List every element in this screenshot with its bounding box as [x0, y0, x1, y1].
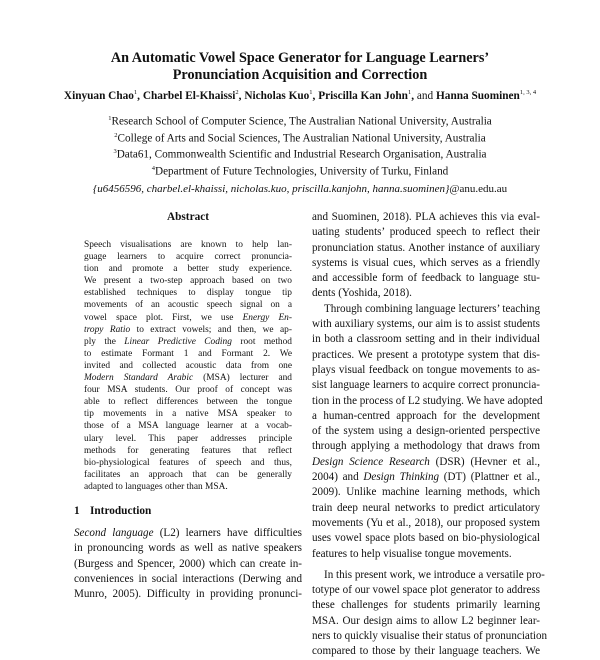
- body-line: with auxiliary systems, our aim is to assist students: [312, 318, 540, 331]
- affiliation: [0, 129, 600, 146]
- body-line: and accessible form of feedback to language stu-: [312, 272, 540, 285]
- affiliation-mark: 1: [108, 115, 112, 122]
- abstract-line: movements of an acoustic speech signal on a: [84, 300, 292, 311]
- abstract-line: four MSA students. Our proof of concept was: [84, 385, 292, 396]
- body-line: movements (Yu et al., 2018), our proposed system: [312, 516, 540, 529]
- abstract-line: vowel space plot. First, we use Energy En-: [84, 312, 292, 323]
- abstract-body: [84, 239, 292, 493]
- author-name: Priscilla Kan John: [318, 89, 408, 102]
- body-line: Design Science Research (DSR) (Hevner et al.,: [312, 455, 541, 468]
- body-line: plays visual feedback on tongue movements to as-: [312, 363, 540, 376]
- affiliation: [0, 112, 600, 129]
- abstract-line: Speech visualisations are known to help lan-: [84, 240, 292, 250]
- affiliation: [0, 162, 600, 179]
- abstract-line: ulary level. This paper addresses principle: [84, 433, 292, 444]
- body-line: uating students’ produced speech to reflect their: [312, 226, 540, 239]
- right-column: [312, 210, 548, 660]
- email-usernames: {u6456596, charbel.el-khaissi, nicholas.kuo, priscilla.kanjohn, hanna.suominen}: [92, 183, 450, 195]
- author-name: Nicholas Kuo: [244, 89, 310, 102]
- body-line: these challenges for students primarily learning: [312, 599, 540, 612]
- affiliation-mark: 2: [114, 131, 118, 139]
- section-title: Introduction: [90, 505, 152, 517]
- affiliation-mark: 3: [113, 148, 117, 156]
- abstract-line: Modern Standard Arabic (MSA) lecturer and: [84, 373, 292, 384]
- intro-line: Second language (L2) learners have difficulties: [74, 527, 302, 539]
- intro-line: Munro, 2005). Difficulty in providing pronunci-: [74, 588, 302, 601]
- author-affil-mark: 1: [309, 89, 313, 96]
- abstract-line: ply the Linear Predictive Coding root method: [84, 336, 292, 347]
- abstract-line: facilitates an approach that can be generally: [84, 469, 292, 480]
- author-affil-mark: 2: [235, 89, 239, 96]
- abstract-line: adapted to languages other than MSA.: [84, 481, 228, 492]
- author-name: Charbel El-Khaissi: [142, 89, 236, 102]
- body-line: Through combining language lecturers’ teaching: [324, 302, 540, 315]
- abstract-line: tion and promote a better study experience.: [84, 264, 292, 275]
- body-line: sist language learners to acquire correct pronuncia-: [312, 379, 540, 392]
- body-line: practices. We present a prototype system that dis-: [312, 348, 540, 361]
- intro-line: in pronouncing words as well as native speakers: [74, 542, 302, 555]
- body-line: pronunciation status. Another instance of auxiliary: [312, 241, 540, 254]
- email-domain: @anu.edu.au: [449, 183, 508, 195]
- abstract-line: guage learners to acquire correct pronuncia-: [84, 252, 292, 263]
- title-line: An Automatic Vowel Space Generator for Language Learners’: [110, 50, 490, 66]
- body-line: totype of our vowel space plot generator to address: [312, 584, 540, 597]
- body-line: tion in the process of L2 studying. We have adopted: [312, 394, 543, 407]
- body-line: through applying a methodology that draws from: [312, 440, 540, 453]
- body-line: 2004) and Design Thinking (DT) (Plattner et al.,: [312, 471, 540, 484]
- author-emails: [0, 183, 600, 195]
- section-heading-introduction: [74, 505, 151, 517]
- abstract-line: methods for generating features that reflect: [84, 445, 292, 456]
- affiliation-text: Data61, Commonwealth Scientific and Industrial Research Organisation, Australia: [116, 149, 487, 162]
- abstract-line: established techniques to display tongue tip: [84, 288, 292, 299]
- abstract-line: invited and collected acoustic data from one: [84, 360, 292, 371]
- body-line: features to help visualise tongue movements.: [312, 547, 512, 560]
- author-affil-mark: 1: [133, 89, 138, 96]
- author-list: Xinyuan Chao$^1$, Charbel El-Khaissi$^2$, Nicholas Kuo$^1$, Priscilla Kan John$^1$, and Hanna Suominen$^{1, 3, 4}$: [63, 89, 537, 102]
- body-line: of the system using a design-oriented perspective: [312, 425, 540, 438]
- abstract-line: able to reflect differences between the tongue: [84, 397, 292, 408]
- body-line: MSA. Our design aims to allow L2 beginner lear-: [312, 614, 540, 627]
- abstract-line: tip movements in a native MSA speaker to: [84, 409, 292, 420]
- title-line: Pronunciation Acquisition and Correction: [172, 67, 428, 83]
- abstract-line: We present a two-step approach based on two: [84, 276, 292, 287]
- author-name: Hanna Suominen: [436, 89, 520, 102]
- intro-line: (Burgess and Spencer, 2000) which can create in-: [74, 557, 302, 570]
- introduction-body: [74, 526, 302, 602]
- abstract-line: to estimate Formant 1 and Formant 2. We: [84, 348, 292, 359]
- body-line: uses vowel space plots based on bio-physiological: [312, 532, 540, 545]
- body-line: compared to those by their language teachers. We: [312, 645, 540, 658]
- abstract-line: bio-physiological features of speech and thus,: [84, 457, 292, 468]
- affiliation: [0, 145, 600, 162]
- abstract-line: those of a MSA language learner at a vocab-: [84, 421, 292, 432]
- abstract-line: tropy Ratio to extract vowels; and then, we ap-: [84, 324, 292, 335]
- affiliation-mark: 4: [151, 165, 155, 173]
- section-number: 1: [74, 505, 80, 517]
- author-name: Xinyuan Chao: [63, 89, 134, 102]
- body-line: a human-centred approach for the development: [312, 409, 540, 422]
- affiliation-text: Research School of Computer Science, The Australian National University, Australia: [111, 115, 492, 128]
- author-affil-mark: 1, 3, 4: [519, 89, 537, 96]
- body-line: and Suominen, 2018). PLA achieves this via eval-: [312, 211, 540, 223]
- intro-line: conveniences in social interactions (Derwing and: [74, 572, 302, 585]
- body-line: In this present work, we introduce a versatile pro-: [324, 568, 545, 581]
- author-affil-mark: 1: [407, 89, 412, 96]
- body-line: 2009). Unlike machine learning methods, which: [312, 486, 540, 499]
- affiliation-list: [0, 112, 600, 179]
- body-line: ners to quickly visualise their status of pronunciation: [312, 630, 548, 643]
- body-line: systems is visual cues, which serves as a friendly: [312, 256, 540, 269]
- author-conjunction: and: [416, 89, 434, 102]
- body-line: dents (Yoshida, 2018).: [312, 287, 412, 300]
- abstract-heading: Abstract: [166, 211, 210, 223]
- affiliation-text: College of Arts and Social Sciences, The Australian National University, Australia: [117, 132, 486, 145]
- body-line: train deep neural networks to predict articulatory: [312, 501, 540, 514]
- body-line: in both a classroom setting and in their individual: [312, 333, 540, 346]
- affiliation-text: Department of Future Technologies, University of Turku, Finland: [154, 165, 449, 178]
- paper-title: [60, 50, 540, 84]
